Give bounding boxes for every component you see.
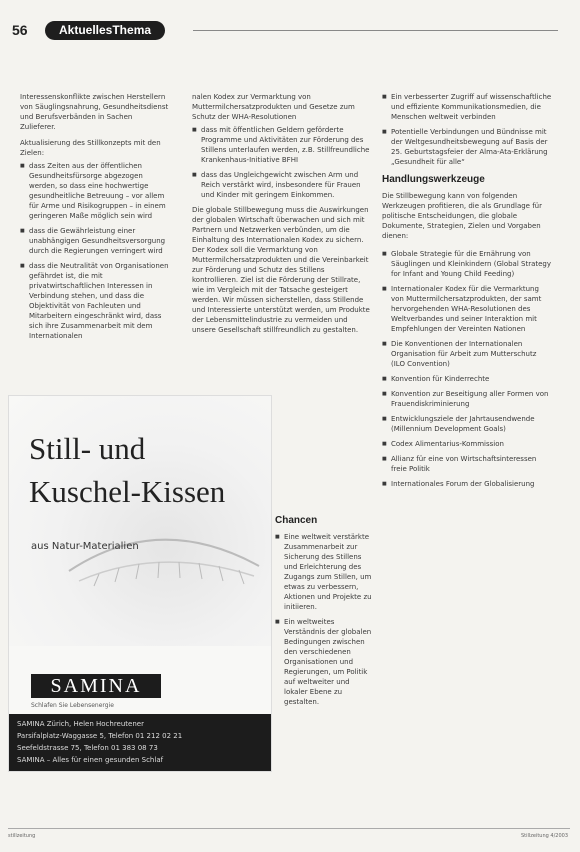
ad-subtitle: aus Natur-Materialien <box>31 541 139 552</box>
col3-list <box>382 249 552 489</box>
ad-title-line2: Kuschel-Kissen <box>29 474 226 509</box>
samina-logo: SAMINA <box>31 674 161 698</box>
page-header <box>8 18 570 44</box>
column-2 <box>192 92 372 338</box>
contact-line: Seefeldstrasse 75, Telefon 01 383 08 73 <box>17 744 158 752</box>
ad-slogan: Schlafen Sie Lebensenergie <box>31 702 114 709</box>
col2-para: Die globale Stillbewegung muss die Auswirkungen der globalen Wirtschaft überwachen und sich mit Partnern und Netzwerken verbünden, um die Einhaltung des Internationalen Kodex zu sichern. Der Kodex soll die Vermarktung von Muttermilchersatzprodukten und die Vereinbarkeit zur Förderung und Schutz des Stillens kontrollieren. Ziel ist die Förderung der Stillrate, wie im Vergleich mit der Tatsache gesteigert werden. Wir müssen sicherstellen, dass Stillende und Interessierte unterstützt werden, um Produkte der Lebensmittelindustrie zu vermeiden und unsere Gesellschaft stillfreundlich zu gestalten. <box>192 206 370 334</box>
contact-line: Parsifalplatz-Waggasse 5, Telefon 01 212 02 21 <box>17 732 183 740</box>
list-item: ■ Potentielle Verbindungen und Bündnisse mit der Weltgesundheitsbewegung auf Basis der 25. Geburtstagsfeier der Alma-Ata-Erklärung „Gesundheit für alle“ <box>382 127 552 167</box>
col3-intro: Die Stillbewegung kann von folgenden Werkzeugen profitieren, die als Grundlage für politische Entscheidungen, die globale Dokumente, Strategien, Zielen und Vorgaben dienen: <box>382 192 542 240</box>
samina-advertisement <box>8 395 272 772</box>
list-item: ■ Codex Alimentarius-Kommission <box>382 439 552 449</box>
list-item: ■ Eine weltweit verstärkte Zusammenarbeit zur Sicherung des Stillens und Erleichterung des Zugangs zum Stillen, um etwas zu verbessern, Aktionen und Projekte zu initiieren. <box>275 532 372 612</box>
page-number: 56 <box>12 22 28 38</box>
header-rule <box>193 30 558 31</box>
list-item: ■ Internationales Forum der Globalisierung <box>382 479 552 489</box>
footer-right: Stillzeitung 4/2003 <box>520 833 568 839</box>
list-item: ■ Internationaler Kodex für die Vermarktung von Muttermilchersatzprodukten, der samt hervorgehenden WHA-Resolutionen des Weltverbandes und seiner Interaktion mit Empfehlungen der Vereinten Nationen <box>382 284 552 334</box>
list-item: ■ dass die Neutralität von Organisationen gefährdet ist, die mit privatwirtschaftlichen Interessen in Verbindung stehen, und dass die Objektivität von Fachleuten und Mitarbeitern eingeschränkt wird, dass sich ihre Zusammenarbeit mit dem Internationalen <box>20 261 170 341</box>
list-item: ■ Konvention zur Beseitigung aller Formen von Frauendiskriminierung <box>382 389 552 409</box>
col1-para: Aktualisierung des Stillkonzepts mit den Zielen: <box>20 139 161 157</box>
section-label: AktuellesThema <box>45 21 165 40</box>
list-item: ■ dass Zeiten aus der öffentlichen Gesundheitsfürsorge abgezogen werden, so dass eine hochwertige gesundheitliche Betreuung – vor allem für Arme und Risikogruppen – in einem geringeren Maße möglich sein wird <box>20 161 170 221</box>
list-item: ■ Entwicklungsziele der Jahrtausendwende (Millennium Development Goals) <box>382 414 552 434</box>
col1-intro: Interessenskonflikte zwischen Herstellern von Säuglingsnahrung, Gesundheitsdienst und Berufsverbänden in Sachen Zulieferer. <box>20 93 169 131</box>
list-item: ■ dass mit öffentlichen Geldern geförderte Programme und Aktivitäten zur Förderung des Stillens unterlaufen werden, z.B. Stillfreundliche Krankenhaus-Initiative BFHI <box>192 125 372 165</box>
list-item: ■ Ein weltweites Verständnis der globalen Bedingungen zwischen den verschiedenen Organisationen und Regierungen, um Politik auf weltweiter und lokaler Ebene zu gestalten. <box>275 617 372 707</box>
contact-line: SAMINA Zürich, Helen Hochreutener <box>17 720 144 728</box>
chancen-heading: Chancen <box>275 515 318 526</box>
ad-title-line1: Still- und <box>29 431 146 466</box>
list-item: ■ dass das Ungleichgewicht zwischen Arm und Reich verstärkt wird, insbesondere für Frauen und Kinder mit geringem Einkommen. <box>192 170 372 200</box>
section-heading: Handlungswerkzeuge <box>382 174 485 185</box>
col2-intro: nalen Kodex zur Vermarktung von Muttermilchersatzprodukten und Gesetze zum Schutz der WHA-Resolutionen <box>192 93 355 121</box>
list-item: ■ Konvention für Kinderrechte <box>382 374 552 384</box>
footer-rule <box>8 828 570 829</box>
chancen-section <box>275 508 372 712</box>
column-3 <box>382 92 552 494</box>
column-1 <box>20 92 170 346</box>
list-item: ■ Globale Strategie für die Ernährung von Säuglingen und Kleinkindern (Global Strategy for Infant and Young Child Feeding) <box>382 249 552 279</box>
contact-line: SAMINA – Alles für einen gesunden Schlaf <box>17 756 164 764</box>
footer-left: stillzeitung <box>8 833 36 839</box>
list-item: ■ dass die Gewährleistung einer unabhängigen Gesundheitsversorgung durch die Regierungen verringert wird <box>20 226 170 256</box>
col1-list <box>20 161 170 341</box>
ad-contact-box <box>9 714 271 771</box>
col3-list-top <box>382 92 552 167</box>
list-item: ■ Die Konventionen der Internationalen Organisation für Arbeit zum Mutterschutz (ILO Convention) <box>382 339 552 369</box>
chancen-list <box>275 532 372 707</box>
list-item: ■ Allianz für eine von Wirtschaftsinteressen freie Politik <box>382 454 552 474</box>
col2-list <box>192 125 372 200</box>
list-item: ■ Ein verbesserter Zugriff auf wissenschaftliche und effiziente Kommunikationsmedien, die Menschen weltweit verbinden <box>382 92 552 122</box>
